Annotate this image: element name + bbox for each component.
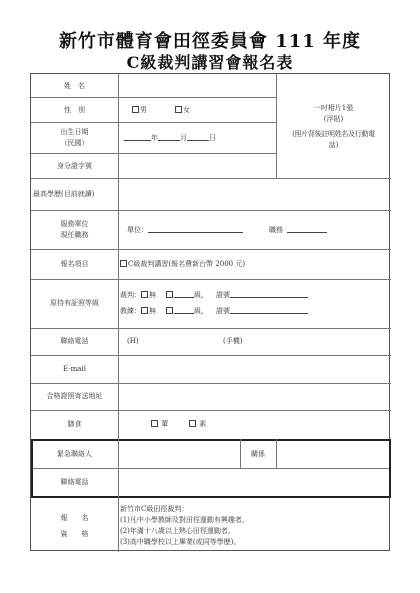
emergency-phone-label: 聯絡電話 — [60, 478, 89, 486]
checkbox[interactable] — [189, 420, 196, 427]
relation-field[interactable] — [277, 441, 389, 468]
email-label: E-mail — [63, 365, 86, 373]
home-phone-field[interactable]: (H) — [127, 337, 139, 345]
checkbox[interactable] — [132, 106, 139, 113]
referee-license-row[interactable]: 裁判： 無 級、 證號 — [120, 290, 308, 300]
current-position-label: 現任職務 — [60, 231, 89, 239]
name-field[interactable] — [119, 75, 275, 97]
apply-item-label: 報名項目 — [60, 260, 89, 268]
emergency-contact-field[interactable] — [119, 441, 239, 468]
birth-date-field[interactable]: 年 月 日 — [124, 133, 216, 143]
coach-license-row[interactable]: 教練： 無 級、 證號 — [120, 306, 308, 316]
gender-option-female[interactable]: 女 — [175, 105, 190, 115]
qualification-line-2: (1)凡中小學教師及對田徑運動有興趣者。 — [120, 516, 249, 524]
education-field[interactable] — [119, 179, 390, 209]
license-label: 原持有証照等級 — [50, 299, 99, 307]
qualification-line-4: (3)高中職學校以上畢業(或同等學歷)。 — [120, 538, 241, 546]
form-subtitle: C級裁判講習會報名表 — [126, 53, 294, 72]
id-number-label: 身分證字號 — [57, 162, 92, 170]
address-label: 合格證照寄送地址 — [46, 392, 103, 400]
emergency-contact-label: 緊急聯絡人 — [57, 450, 92, 458]
relation-label: 關係 — [251, 450, 265, 458]
checkbox[interactable] — [151, 420, 158, 427]
meal-option-meat[interactable]: 葷 — [151, 419, 168, 429]
education-label: 最高學歷(目前就讀) — [33, 190, 95, 198]
checkbox[interactable] — [166, 291, 173, 298]
apply-item-option[interactable]: C級裁判講習(報名費新台幣 2000 元) — [120, 259, 245, 269]
photo-area — [277, 74, 390, 178]
id-number-field[interactable] — [119, 154, 275, 177]
photo-instruction-1: 一吋相片1張 — [313, 104, 354, 112]
birth-date-label: 出生日期 — [60, 128, 89, 136]
phone-label: 聯絡電話 — [60, 337, 89, 345]
meal-option-vegetarian[interactable]: 素 — [189, 419, 206, 429]
checkbox[interactable] — [141, 307, 148, 314]
service-unit-label: 服務單位 — [60, 220, 89, 228]
gender-label: 性 別 — [64, 106, 85, 114]
registration-form-table — [30, 73, 390, 551]
photo-instruction-3: (照片背後註明姓名及行動電 — [292, 130, 375, 138]
service-unit-field[interactable]: 單位： — [127, 225, 243, 235]
meal-label: 膳食 — [67, 420, 82, 428]
mobile-phone-field[interactable]: (手機) — [223, 337, 243, 345]
qualification-line-3: (2)年滿十八歲以上熱心田徑運動者。 — [120, 527, 235, 535]
checkbox[interactable] — [120, 260, 127, 267]
checkbox[interactable] — [166, 307, 173, 314]
address-field[interactable] — [119, 384, 390, 409]
checkbox[interactable] — [175, 106, 182, 113]
name-label: 姓 名 — [64, 82, 85, 90]
photo-instruction-4: 話) — [328, 141, 339, 149]
checkbox[interactable] — [141, 291, 148, 298]
emergency-phone-field[interactable] — [119, 469, 389, 496]
gender-option-male[interactable]: 男 — [132, 105, 147, 115]
qualification-label-1: 報 名 — [60, 514, 89, 522]
qualification-line-1: 新竹市C級田徑裁判： — [120, 505, 189, 513]
birth-date-era-label: （民國） — [60, 139, 89, 147]
position-field[interactable]: 職務 — [269, 225, 327, 235]
qualification-label-2: 資 格 — [60, 530, 89, 538]
photo-instruction-2: (浮貼) — [323, 115, 344, 123]
form-title: 新竹市體育會田徑委員會 111 年度 — [58, 31, 362, 52]
email-field[interactable] — [119, 356, 390, 382]
